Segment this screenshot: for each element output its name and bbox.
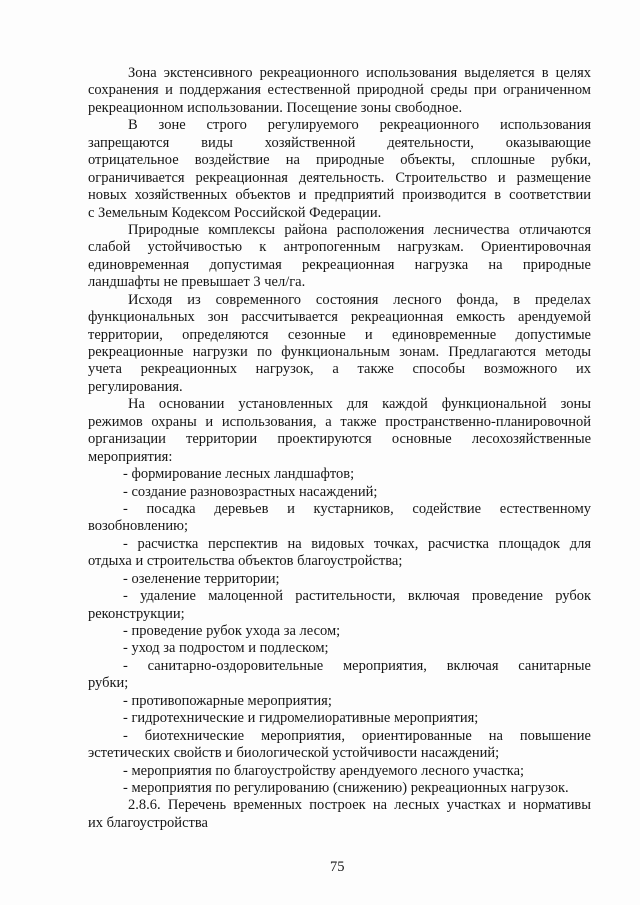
text-line [88,553,591,570]
line-text: - озеленение территории; [123,570,280,587]
text-line [88,675,591,692]
paragraph [88,222,591,292]
text-line [88,344,591,361]
line-text: возобновлению; [88,518,188,535]
text-line [88,815,591,832]
line-text: отрицательное воздействие на природные объекты, сплошные рубки, [88,152,591,169]
text-line [88,710,591,727]
section-heading [88,797,591,832]
text-line [88,693,591,710]
text-line [88,170,591,187]
paragraph [88,117,591,222]
text-line [88,222,591,239]
line-text: ландшафты не превышает 3 чел/га. [88,274,306,291]
text-line [88,205,591,222]
text-line [88,239,591,256]
text-line [88,187,591,204]
text-line [88,571,591,588]
list-item [88,640,591,657]
line-text: - расчистка перспектив на видовых точках, расчистка площадок для [123,535,591,552]
line-text: рекреационные нагрузки по функциональным зонам. Предлагаются методы [88,344,591,360]
text-line [88,536,591,553]
text-line [88,658,591,675]
line-text: эстетических свойств и биологической устойчивости насаждений; [88,745,500,762]
line-text: - проведение рубок ухода за лесом; [123,623,341,639]
list-item [88,780,591,797]
list-item [88,763,591,780]
list-item [88,466,591,483]
text-line [88,257,591,274]
line-text: слабой устойчивостью к антропогенным нагрузкам. Ориентировочная [88,239,591,256]
line-text: - санитарно-оздоровительные мероприятия, включая санитарные [123,657,591,674]
text-line [88,135,591,152]
text-line [88,763,591,780]
text-line [88,466,591,483]
text-line [88,396,591,413]
page-body [88,65,591,832]
line-text: организации территории проектируются основные лесохозяйственные [88,431,591,448]
text-line [88,274,591,291]
line-text: реконструкции; [88,605,185,622]
text-line [88,117,591,134]
page-number: 75 [330,859,345,875]
line-text: с Земельным Кодексом Российской Федерации. [88,204,382,221]
line-text: - уход за подростом и подлеском; [123,640,329,657]
text-line [88,292,591,309]
line-text: - мероприятия по благоустройству арендуемого лесного участка; [123,762,525,779]
line-text: сохранения и поддержания естественной природной среды при ограниченном [88,82,591,99]
text-line [88,361,591,378]
line-text: единовременная допустимая рекреационная нагрузка на природные [88,256,591,273]
line-text: - биотехнические мероприятия, ориентированные на повышение [123,727,591,744]
line-text: Природные комплексы района расположения лесничества отличаются [128,221,591,238]
paragraph [88,396,591,466]
text-line [88,309,591,326]
line-text: их благоустройства [88,814,208,831]
line-text: мероприятия: [88,448,173,465]
line-text: Зона экстенсивного рекреационного использования выделяется в целях [128,65,591,81]
list-item [88,484,591,501]
text-line [88,501,591,518]
list-item [88,571,591,588]
text-line [88,640,591,657]
line-text: Исходя из современного состояния лесного фонда, в пределах [128,291,591,308]
text-line [88,431,591,448]
text-line [88,379,591,396]
line-text: - создание разновозрастных насаждений; [123,483,378,500]
line-text: регулирования. [88,378,183,395]
line-text: отдыха и строительства объектов благоустройства; [88,553,403,570]
list-item [88,658,591,693]
line-text: новых хозяйственных объектов и предприятий производится в соответствии [88,187,591,204]
line-text: ограничивается рекреационная деятельность. Строительство и размещение [88,169,591,186]
paragraph [88,65,591,117]
paragraph [88,292,591,397]
line-text: запрещаются виды хозяйственной деятельности, оказывающие [88,134,591,151]
list-item [88,728,591,763]
text-line [88,484,591,501]
text-line [88,623,591,640]
line-text: функциональных зон рассчитывается рекреационная емкость арендуемой [88,309,591,326]
text-line [88,588,591,605]
text-line [88,745,591,762]
text-line [88,606,591,623]
line-text: территории, определяются сезонные и единовременные допустимые [88,326,591,343]
line-text: рубки; [88,675,129,692]
text-line [88,100,591,117]
list-item [88,693,591,710]
line-text: На основании установленных для каждой функциональной зоны [128,396,591,413]
list-item [88,710,591,727]
line-text: - посадка деревьев и кустарников, содействие естественному [123,500,591,517]
text-line [88,797,591,814]
text-line [88,82,591,99]
line-text: рекреационном использовании. Посещение зоны свободное. [88,99,463,116]
text-line [88,518,591,535]
line-text: - мероприятия по регулированию (снижению) рекреационных нагрузок. [123,779,569,796]
line-text: - гидротехнические и гидромелиоративные мероприятия; [123,710,479,727]
line-text: В зоне строго регулируемого рекреационного использования [128,117,591,134]
list-item [88,623,591,640]
text-line [88,780,591,797]
text-line [88,449,591,466]
list-item [88,536,591,571]
text-line [88,65,591,82]
line-text: - формирование лесных ландшафтов; [123,466,355,483]
line-text: режимов охраны и использования, а также пространственно-планировочной [88,413,591,430]
line-text: учета рекреационных нагрузок, а также способы возможного их [88,361,591,378]
line-text: - удаление малоценной растительности, включая проведение рубок [123,588,591,605]
list-item [88,588,591,623]
text-line [88,152,591,169]
text-line [88,728,591,745]
text-line [88,414,591,431]
line-text: - противопожарные мероприятия; [123,692,332,709]
list-item [88,501,591,536]
line-text: 2.8.6. Перечень временных построек на лесных участках и нормативы [128,797,591,814]
text-line [88,327,591,344]
